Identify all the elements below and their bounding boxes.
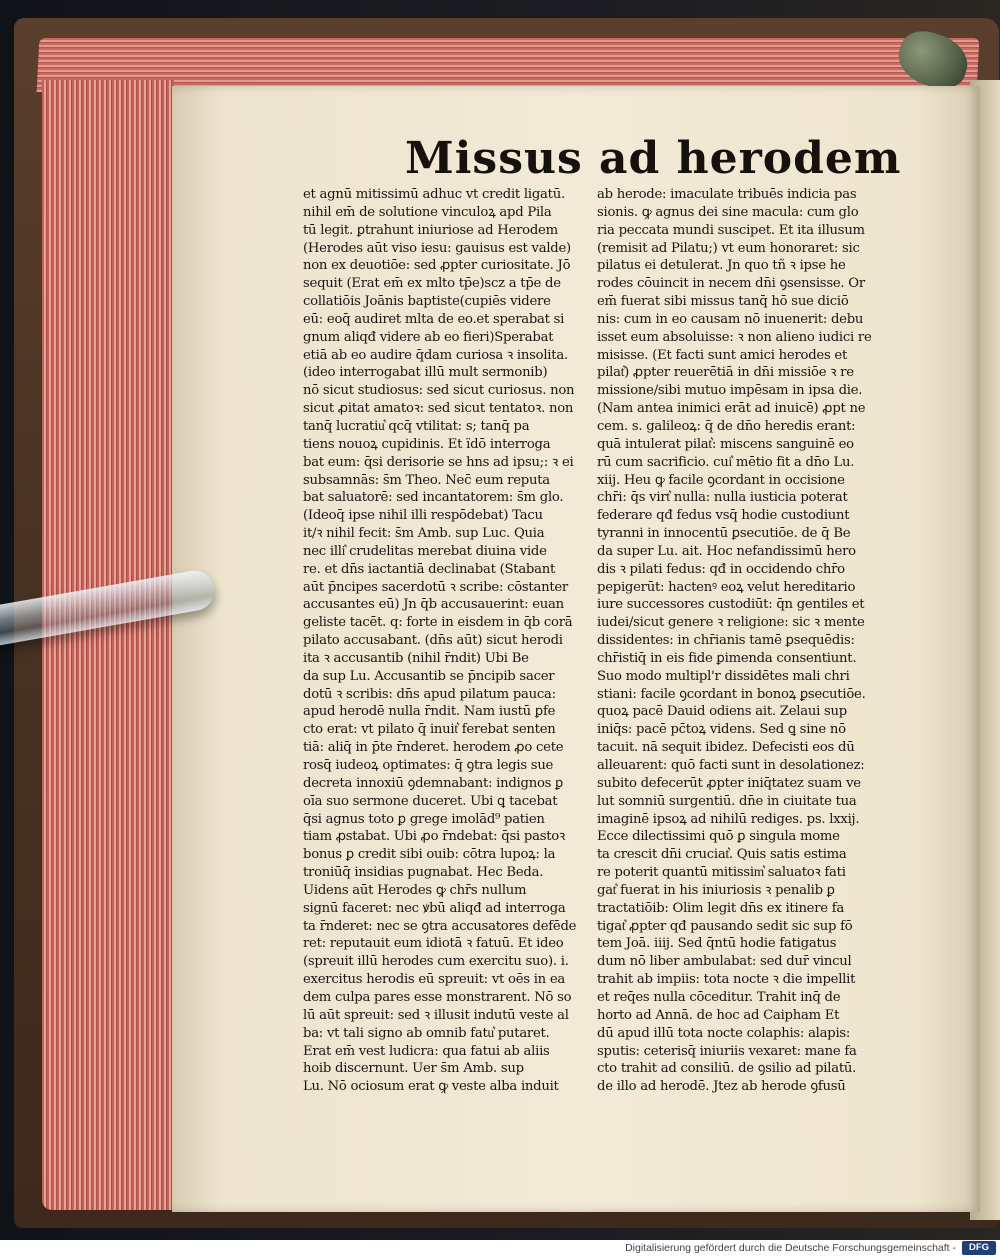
text-line: sionis. ꝙ agnus dei sine macula: cum glo [597, 204, 859, 220]
text-line: troniūq̄ insidias pugnabat. Hec Beda. [303, 865, 544, 881]
text-line: (spreuit illū herodes cum exercitu suo). i. [303, 954, 569, 970]
text-line: quā intulerat pilat͛: miscens sanguinē eo [597, 436, 854, 452]
text-line: tiens nouoꝝ cupidinis. Et ïdō interroga [303, 436, 551, 452]
text-line: tiam ꝓstabat. Ubi ꝓo r̄ndebat: q̄si pastoꝛ [303, 829, 565, 845]
text-line: federare qđ fedus vsq̄ hodie custodiunt [597, 508, 850, 524]
text-line: q̄si agnus toto ꝑ grege imolād⁹ patien [303, 811, 545, 827]
text-line: ria peccata mundi suscipet. Et ita illusum [597, 222, 865, 238]
text-line: ta r̄nderet: nec se ꝯtra accusatores defēde [303, 918, 577, 934]
text-line: misisse. (Et facti sunt amici herodes et [597, 347, 848, 363]
text-line: lū aūt spreuit: sed ꝛ illusit indutū veste al [303, 1007, 569, 1023]
text-line: geliste tacēt. q: forte in eisdem in q̄b corā [303, 615, 573, 631]
text-line: Erat em̄ vest̄ ludicra: qua fatui ab aliis [303, 1043, 550, 1059]
text-line: dis ꝛ pilati fedus: qđ in occidendo chr̄o [597, 561, 845, 577]
text-line: iniq̄s: pacē pc̄toꝝ videns. Sed ꝗ sine nō [597, 722, 846, 738]
text-line: imaginē ipsoꝝ ad nihilū rediges. ps. lxxij. [597, 811, 860, 827]
text-line: nis: cum in eo causam nō inuenerit: debu [597, 311, 864, 327]
text-line: apud herodē nulla r̄ndit. Nam iustū ꝑfe [303, 704, 556, 720]
text-line: tacuit. nā sequit ibidez. Defecisti eos dū [597, 740, 855, 756]
text-line: chr̄i: q̄s virt͛ nulla: nulla iusticia poterat [597, 490, 848, 506]
text-line: decreta innoxiū ꝯdemnabant: indignos ꝑ [303, 775, 563, 791]
text-line: Uidens aūt Herodes ꝙ chr̄s nullum [303, 882, 527, 898]
text-line: iure successores custodiūt: q̄n gentiles et [597, 597, 865, 613]
text-line: pilato accusabant. (dn̄s aūt) sicut herodi [303, 633, 563, 649]
text-line: eū: eoq̄ audiret mlta de eo.et sperabat si [303, 311, 565, 327]
text-line: collatiōis Joānis baptiste(cupiēs videre [303, 294, 551, 310]
page-edges-left [42, 80, 174, 1210]
page-heading: Missus ad herodem [405, 133, 902, 184]
text-line: bonus ꝑ credit̄ sibi ouib: cōtra lupoꝝ: la [303, 847, 556, 863]
text-line: tractatiōib: Olim legit dn̄s ex itinere fa [597, 900, 845, 916]
text-line: lut somniū surgentiū. dn̄e in ciuitate tua [597, 793, 857, 809]
text-line: dem culpa pares esse monstrarent. Nō so [303, 989, 572, 1005]
text-line: dissidentes: in chr̄ianis tamē ꝑsequēdis: [597, 633, 855, 649]
text-line: sputis: ceterisq̄ iniuriis vexaret: mane fa [597, 1043, 857, 1059]
right-text-column [597, 186, 903, 1096]
text-line: alleuarent: quō facti sunt in desolationez: [597, 758, 865, 773]
text-line: de illo ad herodē. Jtez ab herode ꝯfusū [597, 1079, 846, 1095]
text-line: it/ꝛ nihil fecit: s̄m Amb. sup Luc. Quia [303, 526, 545, 542]
text-line: signū faceret: nec ꝟbū aliqđ ad interroga [303, 900, 566, 916]
text-line: tigat͛ ꝓpter qđ pausando sedit sic sup fō [597, 918, 853, 934]
text-line: rodes cōuincit in necem dn̄i ꝯsensisse. Or [597, 276, 865, 292]
text-line: nec illi͛ crudelitas merebat diuina vide [303, 543, 547, 559]
text-line: et agnū mitissimū adhuc vt credit ligatū. [303, 187, 565, 202]
text-line: Lu. Nō ociosum erat ꝙ veste alba induit [303, 1079, 559, 1095]
text-line: horto ad Annā. de hoc ad Caipham Et [597, 1007, 840, 1023]
text-line: (remisit ad Pilatu;) vt eum honoraret: sic [597, 240, 860, 256]
text-line: cto erat: vt pilato q̄ inuit͛ ferebat senten [303, 722, 556, 738]
text-line: gnum aliqđ videre ab eo fieri)Sperabat [303, 329, 554, 345]
text-line: accusantes eū) Jn q̄b accusauerint: euan [303, 597, 564, 613]
text-line: nō sicut studiosus: sed sicut curiosus. non [303, 383, 575, 399]
text-line: xiij. Heu ꝙ facile ꝯcordant in occisione [597, 472, 845, 488]
text-line: oīa suo sermone duceret. Ubi ꝗ tacebat [303, 793, 558, 809]
text-line: cto trahit ad consiliū. de ꝯsilio ad pilatū. [597, 1061, 857, 1077]
text-line: nihil em̄ de solutione vinculoꝝ apd̄ Pila [303, 204, 552, 220]
text-line: (Nam antea inimici erāt ad inuicē) ꝓpt ne [597, 401, 866, 417]
text-line: pepigerūt: hactenꝰ eoꝝ velut hereditario [597, 579, 856, 595]
text-line: em̄ fuerat sibi missus tanq̄ hō sue diciō [597, 294, 849, 310]
text-line: re. et dn̄s iactantiā declinabat (Stabant [303, 561, 556, 577]
text-line: hoib discernunt. Uer s̄m Amb. sup [303, 1061, 524, 1077]
text-line: gat͛ fuerat in his iniuriosis ꝛ penalib ꝑ [597, 882, 835, 898]
text-line: non ex deuotiōe: sed ꝓpter curiositate. Jō [303, 258, 571, 274]
text-line: tū legit. ꝑtrahunt iniuriose ad Herodem [303, 222, 558, 238]
text-line: ret: reputauit eum idiotā ꝛ fatuū. Et ideo [303, 936, 564, 952]
text-line: trahit ab impiis: tota nocte ꝛ die impellit [597, 972, 856, 988]
text-line: tiā: aliq̄ in p̄te r̄nderet. herodem ꝓo cete [303, 740, 564, 756]
left-text-column [303, 186, 609, 1096]
text-line: pilat͛) ꝓpter reuerētiā in dn̄i missiōe ꝛ re [597, 365, 854, 381]
text-line: sequit (Erat em̄ ex mlto tp̄e)scz a tp̄e de [303, 276, 561, 292]
text-line: bat eum: q̄si derisorie se h̄ns ad ipsu;: ꝛ ei [303, 454, 574, 470]
text-line: ta crescit dn̄i cruciat͛. Quis satis estima [597, 847, 847, 863]
text-line: chr̄istiq̄ in eis fide ꝑimenda consentiunt. [597, 650, 857, 666]
text-line: (Ideoq̄ ipse nihil illi respōdebat) Tacu [303, 508, 543, 524]
text-line: da super Lu. ait. Hoc nefandissimū hero [597, 543, 856, 559]
text-line: cem. s. galileoꝝ: q̄ de dn̄o heredis erant: [597, 418, 856, 434]
text-line: aūt p̄ncipes sacerdotū ꝛ scribe: cōstanter [303, 579, 568, 595]
text-line: isset eum absoluisse: ꝛ non alieno iudici re [597, 329, 872, 345]
text-line: subsamnās: s̄m Theo. Nec̄ eum reputa [303, 472, 550, 488]
text-line: (Herodes aūt viso iesu: gauisus est valde) [303, 240, 571, 256]
text-line: ba: vt tali signo ab omnib fatu͛ putaret. [303, 1025, 550, 1041]
text-line: ab herode: imaculate tribuēs indicia pas [597, 187, 857, 202]
text-line: dum nō liber ambulabat: sed dur̄ vincul [597, 954, 852, 970]
text-line: subito defecerūt ꝓpter iniq̄tatez suam ve [597, 775, 861, 791]
text-line: missione/sibi mutuo impēsam in ipsa die. [597, 383, 863, 399]
text-line: pilatus ei detulerat. Jn quo tñ ꝛ ipse he [597, 258, 846, 274]
text-line: ita ꝛ accusantib (nihil r̄ndit) Ubi Be [303, 650, 529, 666]
text-line: da sup Lu. Accusantib se p̄ncipib sacer [303, 668, 555, 684]
dfg-logo: DFG [962, 1241, 996, 1255]
text-line: rū cum sacrificio. cui͛ mētio fit a dn̄o Lu. [597, 454, 855, 470]
text-line: quoꝝ pacē Dauid odiens ait. Zelaui sup [597, 704, 847, 720]
text-line: Ecce dilectissimi quō ꝑ singula mome [597, 829, 840, 845]
text-line: re poterit quantū mitissim͛ saluatoꝛ fati [597, 865, 846, 881]
text-line: Suo modo multipl'r dissidētes mali chri [597, 668, 850, 684]
text-line: (ideo interrogabat illū mult̄ sermonib) [303, 365, 548, 381]
text-line: stiani: facile ꝯcordant in bonoꝝ ꝑsecutiōe. [597, 686, 866, 702]
text-line: bat saluatorē: sed incantatorem: s̄m glo. [303, 490, 564, 506]
text-line: tyranni in innocentū ꝑsecutiōe. de q̄ Be [597, 526, 851, 542]
text-line: et req̄es nulla cōceditur. Trahit inq̄ de [597, 989, 841, 1005]
text-line: exercitus herodis eū spreuit: vt oēs in ea [303, 972, 566, 988]
page-edges-top [37, 38, 980, 92]
text-line: dotū ꝛ scribis: dn̄s apud pilatum pauca: [303, 686, 556, 702]
text-line: dū apud illū tota nocte colaphis: alapis: [597, 1025, 851, 1041]
text-line: iudei/sicut genere ꝛ religione: sic ꝛ mente [597, 615, 865, 631]
text-line: tem Joā. iiij. Sed q̄ntū hodie fatigatus [597, 936, 837, 952]
text-line: tanq̄ lucratiu͛ qcq̄ vtilitat̄: s; tanq̄ pa [303, 418, 530, 434]
text-line: etiā ab eo audire q̄dam curiosa ꝛ insolita. [303, 347, 568, 363]
text-line: rosq̄ iudeoꝝ optimates: q̄ ꝯtra legis sue [303, 758, 554, 773]
text-line: sicut ꝓitat̄ amatoꝛ: sed sicut tentatoꝛ. non [303, 401, 574, 417]
digitization-credit: Digitalisierung gefördert durch die Deutsche Forschungsgemeinschaft - [625, 1242, 956, 1254]
